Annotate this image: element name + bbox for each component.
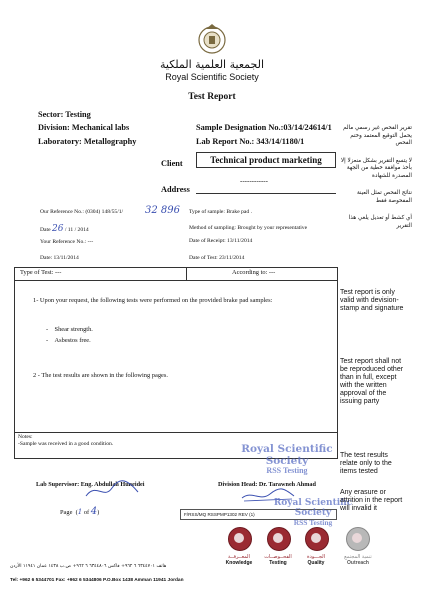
rss-stamp-middle: Royal Scientific Society RSS Testing — [241, 443, 333, 475]
form-code: F/RSS/MQ RSSPMP1302 REV (1) — [180, 509, 337, 520]
issue-date — [40, 224, 89, 234]
testing-logo-icon — [267, 527, 291, 551]
page-indicator: Page (1 of 4) — [60, 506, 100, 517]
type-of-sample: Type of sample: Brake pad . — [189, 209, 252, 215]
rss-crest-logo — [195, 22, 229, 56]
lab-supervisor: Lab Supervisor: Eng. Abdullah Huneidei — [36, 481, 145, 488]
date-of-receipt: Date of Receipt: 13/11/2014 — [189, 238, 253, 244]
bullet-list — [46, 324, 93, 346]
type-of-test-row — [14, 267, 338, 281]
division: Division: Mechanical labs — [38, 123, 130, 132]
lab-report-number: Lab Report No.: 343/14/1180/1 — [196, 137, 305, 146]
rss-stamp-bottom: Royal Scientific Society RSS Testing — [273, 498, 353, 527]
footer-contact: Tel: +962 6 5344701 Fax: +962 6 5344806 P.O.Box 1438 Amman 11941 Jordan — [10, 578, 184, 583]
sector: Sector: Testing — [38, 110, 91, 119]
note-ar-2: لا يتسع التقرير بشكل منعزلا إلا بأخذ موافقة خطية من الجهة المصدرة للشهادة — [340, 157, 412, 179]
your-reference: Your Reference No.: --- — [40, 239, 94, 245]
signature-left — [82, 478, 142, 504]
address-underline — [196, 193, 336, 194]
bullet-item: - Asbestos free. — [46, 337, 91, 344]
bullet-item: - Shear strength. — [46, 326, 93, 333]
method-of-sampling: Method of sampling: Brought by your representative — [189, 225, 308, 231]
client-label: Client — [161, 159, 183, 168]
notes-label: Notes: — [18, 434, 33, 440]
logo-label-quality: الجـــودة Quality — [307, 554, 325, 566]
note-en-3: The test results relate only to the items tested — [340, 452, 392, 475]
sample-designation: Sample Designation No.:03/14/24614/1 — [196, 123, 332, 132]
org-name: Royal Scientific Society — [165, 72, 259, 82]
item-2-text: 2 - The test results are shown in the following pages. — [33, 372, 168, 379]
note-ar-1: تقرير الفحص غير رسمي مالم يحمل التوقيع المعتمد وختم الفحص — [343, 125, 412, 146]
date-prefix: Date — [40, 227, 51, 233]
note-ar-4: أي كشط أو تعديل يلغي هذا التقرير — [348, 215, 412, 229]
note-en-2: Test report shall not be reproduced other than in full, except with the written approval of the issuing party — [340, 358, 404, 405]
footer-contact-arabic: هاتف ٦٣٤٤٧٠١ ٦ ٩٦٢+ فاكس ٦٣٤٤٨٠٦ ٦ ٩٦٢+ ص.ب ١٤٣٨ عمان ١١٩٤١ الأردن — [10, 564, 167, 569]
according-to: According to: --- — [232, 269, 276, 276]
logo-label-knowledge: المعــرفــة Knowledge — [225, 554, 253, 566]
quality-logo-icon — [305, 527, 329, 551]
right-notes-panel — [338, 125, 412, 230]
division-head: Division Head: Dr. Tarawneh Ahmad — [218, 481, 316, 488]
note-en-4: Any erasure or attrition in the report will invalid it — [340, 489, 403, 512]
org-name-arabic: الجمعية العلمية الملكية — [159, 58, 265, 71]
address-value: ------------ — [240, 177, 268, 185]
our-reference: Our Reference No.: (0304) 148/55/1/ — [40, 209, 124, 215]
notes-text: -Sample was received in a good condition. — [18, 441, 114, 447]
knowledge-logo-icon — [228, 527, 252, 551]
type-row-divider — [186, 267, 187, 280]
note-en-1: Test report is only valid with devision-stamp and signature — [340, 289, 404, 312]
address-label: Address — [161, 185, 190, 194]
logo-label-outreach: تنمية المجتمع Outreach — [344, 554, 372, 566]
laboratory: Laboratory: Metallography — [38, 137, 137, 146]
document-title: Test Report — [188, 92, 236, 102]
date-day-handwritten: 26 — [51, 224, 64, 234]
logo-label-testing: الفحــوصــات Testing — [264, 554, 292, 566]
client-value: Technical product marketing — [196, 152, 336, 168]
type-of-test: Type of Test: --- — [20, 269, 62, 276]
item-1-text: 1- Upon your request, the following tests were performed on the provided brake pad samples: — [33, 297, 273, 304]
our-reference-handwritten: 32 896 — [145, 205, 180, 216]
date-of-test: Date of Test: 23/11/2014 — [189, 255, 245, 261]
note-ar-3: نتائج الفحص تمثل العينة المفحوصة فقط — [356, 190, 412, 204]
request-date: Date: 13/11/2014 — [40, 255, 79, 261]
date-rest: / 11 / 2014 — [64, 227, 89, 233]
outreach-logo-icon — [346, 527, 370, 551]
